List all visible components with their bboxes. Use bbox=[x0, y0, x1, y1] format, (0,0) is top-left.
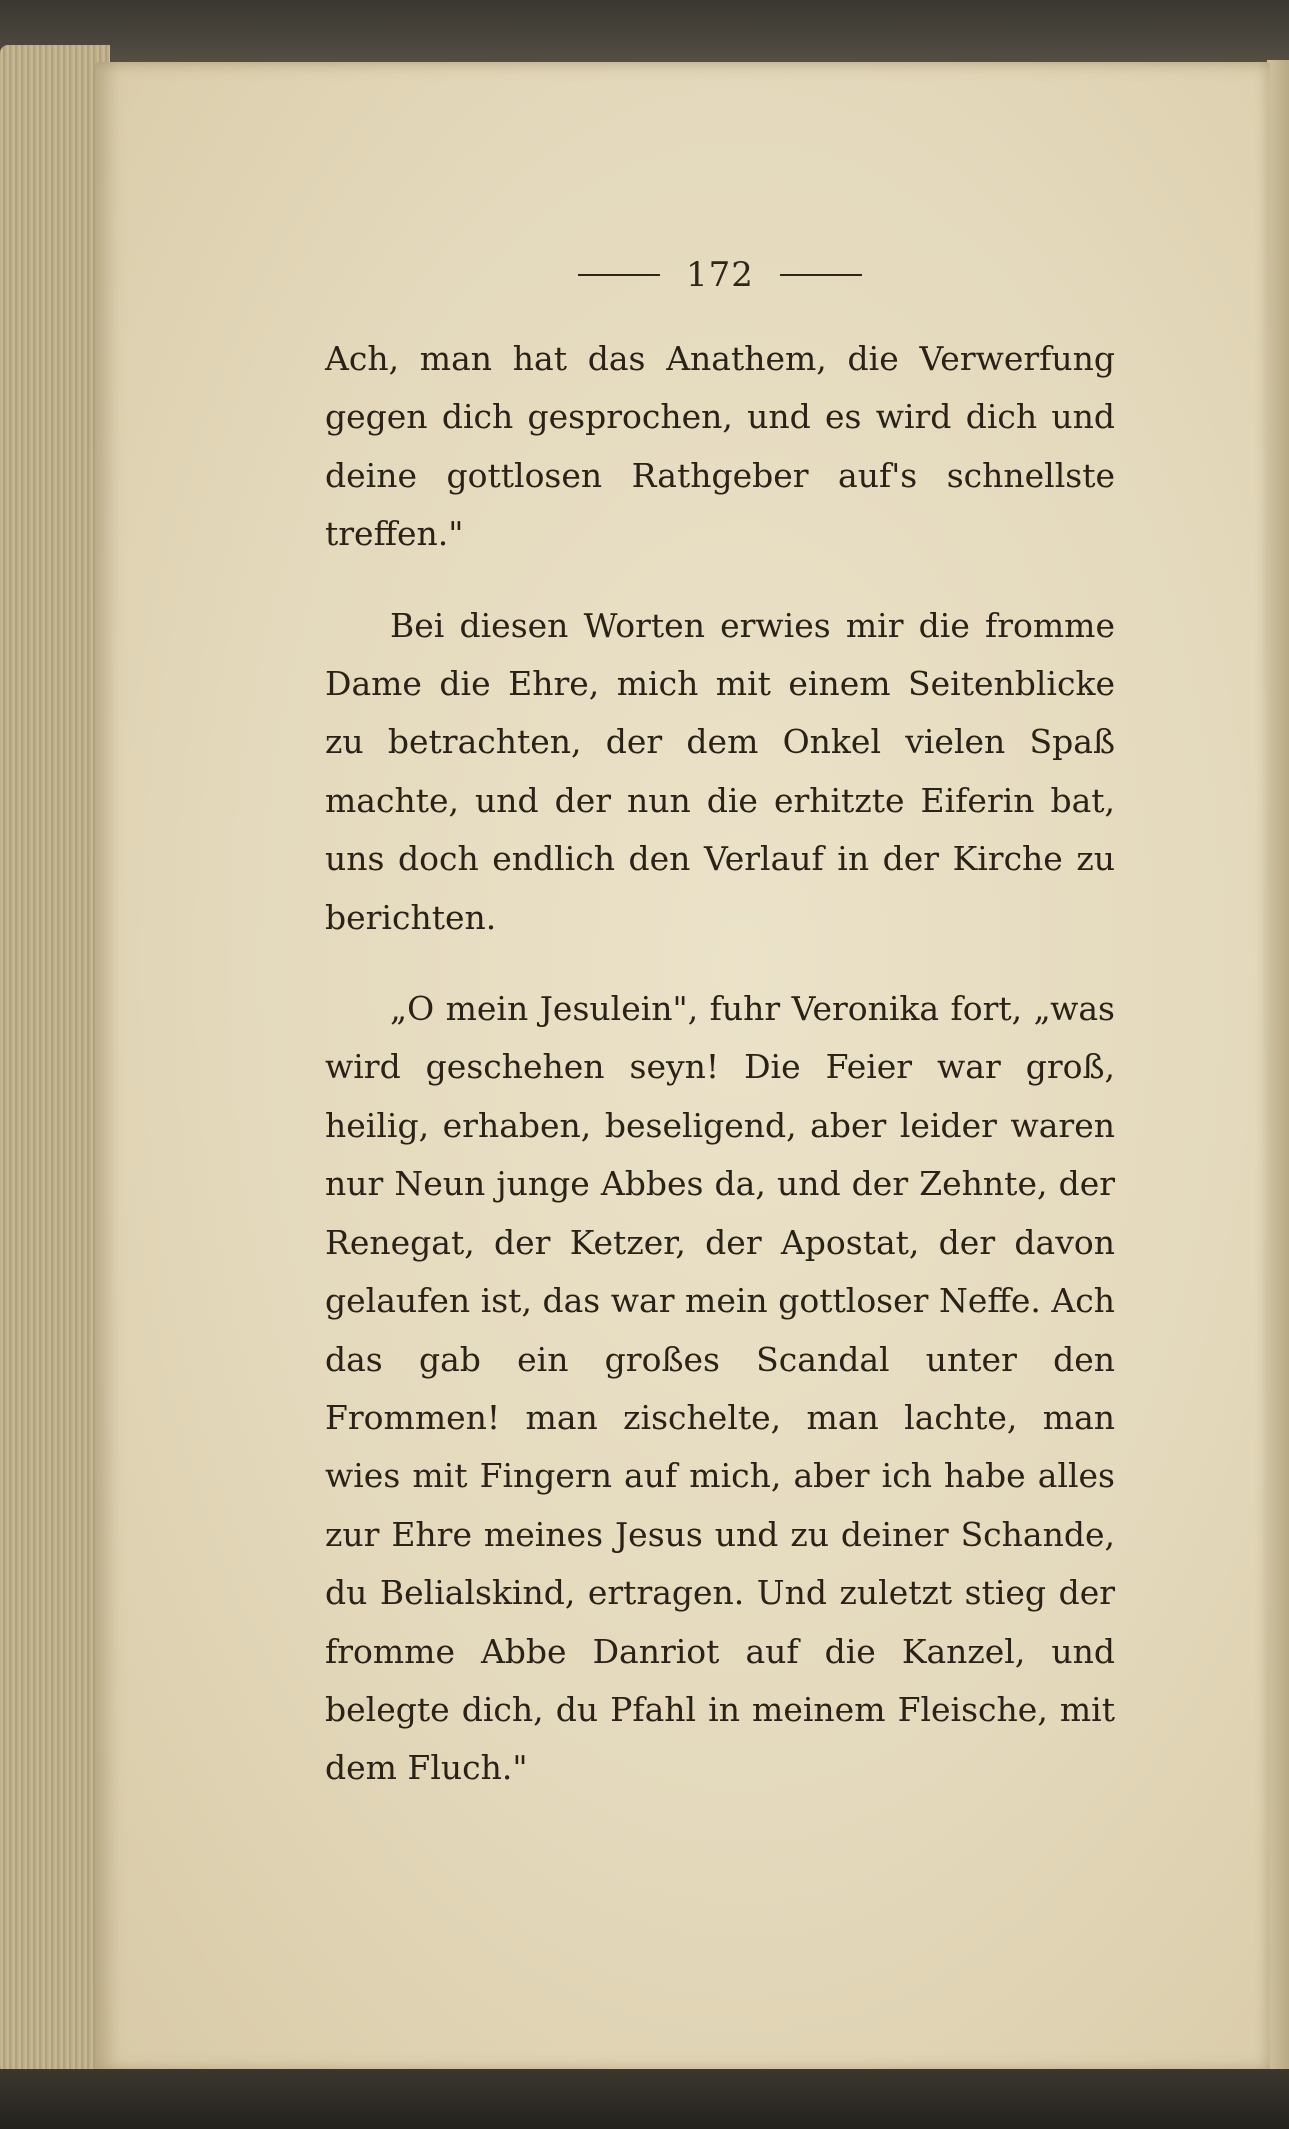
paragraph-1: Ach, man hat das Anathem, die Verwerfung gegen dich gesprochen, und es wird dich und deine gottlosen Rathgeber auf's schnellste treffen." bbox=[325, 339, 1115, 554]
paragraph-3: „O mein Jesulein", fuhr Veronika fort, „was wird geschehen seyn! Die Feier war groß, heilig, erhaben, beseligend, aber leider waren nur Neun junge Abbes da, und der Zehnte, der Renegat, der Ketzer, der Apostat, der davon gelaufen ist, das war mein gottloser Neffe. Ach das gab ein großes Scandal unter den Frommen! man zischelte, man lachte, man wies mit Fingern auf mich, aber ich habe alles zur Ehre meines Jesus und zu deiner Schande, du Belialskind, ertragen. Und zuletzt stieg der fromme Abbe Danriot auf die Kanzel, und belegte dich, du Pfahl in meinem Fleische, mit dem Fluch." bbox=[325, 989, 1115, 1788]
paragraph-2: Bei diesen Worten erwies mir die fromme Dame die Ehre, mich mit einem Seitenblicke zu betrachten, der dem Onkel vielen Spaß machte, und der nun die erhitzte Eiferin bat, uns doch endlich den Verlauf in der Kirche zu berichten. bbox=[325, 605, 1115, 937]
body-text bbox=[325, 330, 1115, 1798]
header-rule-right bbox=[780, 274, 862, 276]
book-cover-bottom-edge bbox=[0, 2069, 1289, 2129]
page-number: 172 bbox=[686, 255, 754, 295]
page-stack-left-edge bbox=[0, 45, 110, 2075]
page-right-edge bbox=[1267, 60, 1289, 2070]
page-header bbox=[555, 250, 885, 300]
book-cover-top-edge bbox=[0, 0, 1289, 70]
header-rule-left bbox=[578, 274, 660, 276]
